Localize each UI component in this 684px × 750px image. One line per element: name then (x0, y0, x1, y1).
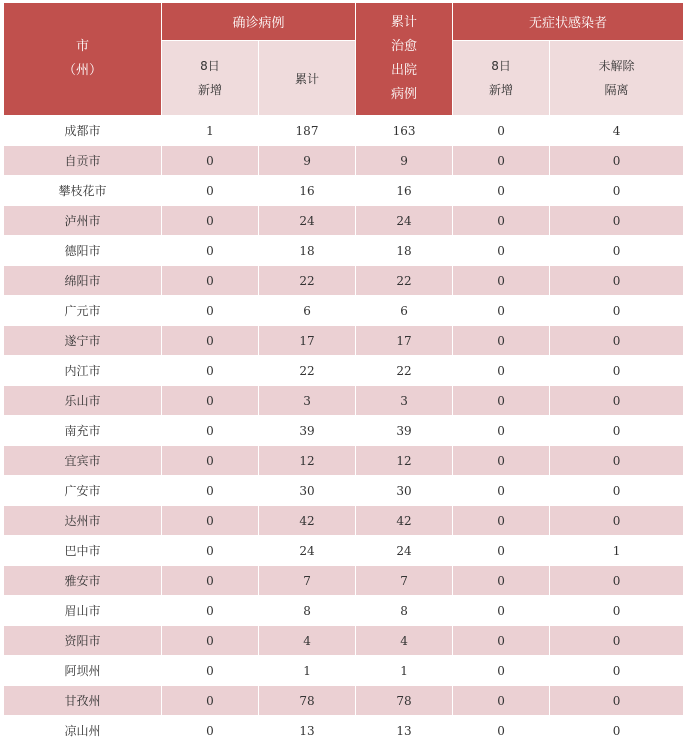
confirmed-new-cell: 0 (162, 326, 259, 356)
asymptomatic-new-cell: 0 (453, 716, 550, 746)
recovered-cell: 9 (356, 146, 453, 176)
city-cell: 南充市 (4, 416, 162, 446)
confirmed-new-cell: 0 (162, 296, 259, 326)
city-column-header (4, 3, 162, 116)
table-row (4, 626, 684, 656)
asymptomatic-isolated-header-line: 未解除 (598, 59, 635, 73)
confirmed-total-cell: 42 (259, 506, 356, 536)
recovered-header-line: 治愈 (391, 39, 418, 54)
asymptomatic-isolated-cell: 1 (550, 536, 684, 566)
asymptomatic-new-cell: 0 (453, 266, 550, 296)
city-cell: 资阳市 (4, 626, 162, 656)
city-cell: 德阳市 (4, 236, 162, 266)
city-cell: 乐山市 (4, 386, 162, 416)
table-row (4, 416, 684, 446)
city-cell: 凉山州 (4, 716, 162, 746)
city-cell: 遂宁市 (4, 326, 162, 356)
recovered-header-line: 病例 (391, 87, 418, 102)
recovered-cell: 8 (356, 596, 453, 626)
asymptomatic-new-cell: 0 (453, 446, 550, 476)
city-cell: 绵阳市 (4, 266, 162, 296)
asymptomatic-new-cell: 0 (453, 236, 550, 266)
confirmed-new-cell: 0 (162, 536, 259, 566)
confirmed-total-cell: 16 (259, 176, 356, 206)
confirmed-total-header: 累计 (259, 41, 356, 116)
asymptomatic-isolated-header (550, 41, 684, 116)
confirmed-total-cell: 187 (259, 116, 356, 146)
table-row (4, 686, 684, 716)
asymptomatic-isolated-cell: 0 (550, 356, 684, 386)
confirmed-new-cell: 0 (162, 356, 259, 386)
city-cell: 甘孜州 (4, 686, 162, 716)
city-cell: 广元市 (4, 296, 162, 326)
covid-stats-table (3, 2, 684, 746)
confirmed-total-cell: 24 (259, 536, 356, 566)
asymptomatic-isolated-cell: 0 (550, 416, 684, 446)
asymptomatic-new-cell: 0 (453, 206, 550, 236)
city-cell: 内江市 (4, 356, 162, 386)
city-cell: 阿坝州 (4, 656, 162, 686)
asymptomatic-isolated-cell: 0 (550, 296, 684, 326)
asymptomatic-isolated-cell: 0 (550, 266, 684, 296)
asymptomatic-isolated-cell: 0 (550, 626, 684, 656)
recovered-cell: 17 (356, 326, 453, 356)
confirmed-new-cell: 0 (162, 386, 259, 416)
asymptomatic-new-cell: 0 (453, 536, 550, 566)
recovered-cell: 18 (356, 236, 453, 266)
table-row (4, 236, 684, 266)
table-row (4, 536, 684, 566)
confirmed-new-header-line: 8日 (200, 59, 220, 73)
asymptomatic-new-cell: 0 (453, 176, 550, 206)
confirmed-new-cell: 0 (162, 686, 259, 716)
confirmed-new-cell: 0 (162, 206, 259, 236)
asymptomatic-new-cell: 0 (453, 566, 550, 596)
recovered-cell: 42 (356, 506, 453, 536)
confirmed-new-cell: 0 (162, 716, 259, 746)
recovered-cell: 1 (356, 656, 453, 686)
recovered-cell: 4 (356, 626, 453, 656)
asymptomatic-new-cell: 0 (453, 326, 550, 356)
table-row (4, 206, 684, 236)
asymptomatic-isolated-cell: 0 (550, 446, 684, 476)
table-row (4, 356, 684, 386)
confirmed-total-cell: 39 (259, 416, 356, 446)
confirmed-new-cell: 0 (162, 626, 259, 656)
confirmed-total-cell: 1 (259, 656, 356, 686)
asymptomatic-new-cell: 0 (453, 416, 550, 446)
confirmed-total-cell: 3 (259, 386, 356, 416)
city-header-line: 市 (75, 39, 89, 54)
table-header (4, 3, 684, 116)
asymptomatic-isolated-cell: 0 (550, 176, 684, 206)
asymptomatic-new-cell: 0 (453, 386, 550, 416)
city-cell: 自贡市 (4, 146, 162, 176)
asymptomatic-new-header-line: 新增 (489, 83, 514, 97)
asymptomatic-isolated-cell: 0 (550, 236, 684, 266)
city-cell: 巴中市 (4, 536, 162, 566)
asymptomatic-isolated-cell: 0 (550, 596, 684, 626)
confirmed-total-cell: 22 (259, 356, 356, 386)
confirmed-total-cell: 4 (259, 626, 356, 656)
asymptomatic-new-cell: 0 (453, 506, 550, 536)
confirmed-new-cell: 0 (162, 446, 259, 476)
confirmed-total-cell: 78 (259, 686, 356, 716)
city-cell: 成都市 (4, 116, 162, 146)
confirmed-new-header-line: 新增 (197, 83, 222, 97)
recovered-cell: 30 (356, 476, 453, 506)
table-row (4, 326, 684, 356)
table-row (4, 566, 684, 596)
confirmed-total-cell: 12 (259, 446, 356, 476)
confirmed-new-header (162, 41, 259, 116)
table-row (4, 476, 684, 506)
asymptomatic-new-cell: 0 (453, 626, 550, 656)
confirmed-total-cell: 7 (259, 566, 356, 596)
confirmed-new-cell: 0 (162, 596, 259, 626)
confirmed-new-cell: 0 (162, 266, 259, 296)
asymptomatic-new-cell: 0 (453, 476, 550, 506)
table-row (4, 296, 684, 326)
asymptomatic-new-cell: 0 (453, 356, 550, 386)
recovered-cell: 22 (356, 266, 453, 296)
asymptomatic-isolated-cell: 0 (550, 506, 684, 536)
asymptomatic-isolated-cell: 4 (550, 116, 684, 146)
asymptomatic-new-cell: 0 (453, 596, 550, 626)
confirmed-total-cell: 30 (259, 476, 356, 506)
asymptomatic-isolated-cell: 0 (550, 386, 684, 416)
city-cell: 攀枝花市 (4, 176, 162, 206)
confirmed-new-cell: 0 (162, 146, 259, 176)
confirmed-group-header: 确诊病例 (162, 3, 356, 41)
confirmed-new-cell: 0 (162, 176, 259, 206)
asymptomatic-isolated-cell: 0 (550, 326, 684, 356)
recovered-cell: 78 (356, 686, 453, 716)
confirmed-new-cell: 1 (162, 116, 259, 146)
confirmed-new-cell: 0 (162, 566, 259, 596)
table-row (4, 596, 684, 626)
city-cell: 达州市 (4, 506, 162, 536)
confirmed-new-cell: 0 (162, 416, 259, 446)
asymptomatic-isolated-cell: 0 (550, 686, 684, 716)
asymptomatic-isolated-cell: 0 (550, 656, 684, 686)
asymptomatic-new-cell: 0 (453, 116, 550, 146)
confirmed-total-cell: 8 (259, 596, 356, 626)
asymptomatic-isolated-header-line: 隔离 (604, 83, 629, 97)
asymptomatic-isolated-cell: 0 (550, 206, 684, 236)
recovered-cell: 3 (356, 386, 453, 416)
confirmed-total-cell: 22 (259, 266, 356, 296)
city-cell: 泸州市 (4, 206, 162, 236)
recovered-cell: 24 (356, 536, 453, 566)
table-row (4, 716, 684, 746)
city-header-line: （州） (62, 63, 102, 78)
city-cell: 宜宾市 (4, 446, 162, 476)
confirmed-total-cell: 6 (259, 296, 356, 326)
asymptomatic-new-header-line: 8日 (491, 59, 511, 73)
recovered-column-header (356, 3, 453, 116)
asymptomatic-new-header (453, 41, 550, 116)
table-row (4, 116, 684, 146)
recovered-header-line: 出院 (391, 63, 418, 78)
asymptomatic-new-cell: 0 (453, 146, 550, 176)
confirmed-new-cell: 0 (162, 236, 259, 266)
recovered-cell: 163 (356, 116, 453, 146)
asymptomatic-isolated-cell: 0 (550, 566, 684, 596)
confirmed-total-cell: 17 (259, 326, 356, 356)
recovered-cell: 12 (356, 446, 453, 476)
table-row (4, 446, 684, 476)
recovered-header-line: 累计 (391, 15, 418, 30)
asymptomatic-new-cell: 0 (453, 656, 550, 686)
table-row (4, 266, 684, 296)
asymptomatic-isolated-cell: 0 (550, 716, 684, 746)
asymptomatic-isolated-cell: 0 (550, 476, 684, 506)
recovered-cell: 13 (356, 716, 453, 746)
table-row (4, 656, 684, 686)
confirmed-total-cell: 9 (259, 146, 356, 176)
confirmed-new-cell: 0 (162, 476, 259, 506)
city-cell: 雅安市 (4, 566, 162, 596)
asymptomatic-new-cell: 0 (453, 296, 550, 326)
asymptomatic-group-header: 无症状感染者 (453, 3, 684, 41)
table-row (4, 146, 684, 176)
table-row (4, 386, 684, 416)
table-body (4, 116, 684, 746)
asymptomatic-isolated-cell: 0 (550, 146, 684, 176)
recovered-cell: 16 (356, 176, 453, 206)
confirmed-new-cell: 0 (162, 656, 259, 686)
recovered-cell: 6 (356, 296, 453, 326)
confirmed-total-cell: 24 (259, 206, 356, 236)
city-cell: 眉山市 (4, 596, 162, 626)
recovered-cell: 39 (356, 416, 453, 446)
recovered-cell: 24 (356, 206, 453, 236)
city-cell: 广安市 (4, 476, 162, 506)
recovered-cell: 7 (356, 566, 453, 596)
asymptomatic-new-cell: 0 (453, 686, 550, 716)
confirmed-total-cell: 13 (259, 716, 356, 746)
recovered-cell: 22 (356, 356, 453, 386)
confirmed-total-cell: 18 (259, 236, 356, 266)
table-row (4, 506, 684, 536)
table-row (4, 176, 684, 206)
confirmed-new-cell: 0 (162, 506, 259, 536)
